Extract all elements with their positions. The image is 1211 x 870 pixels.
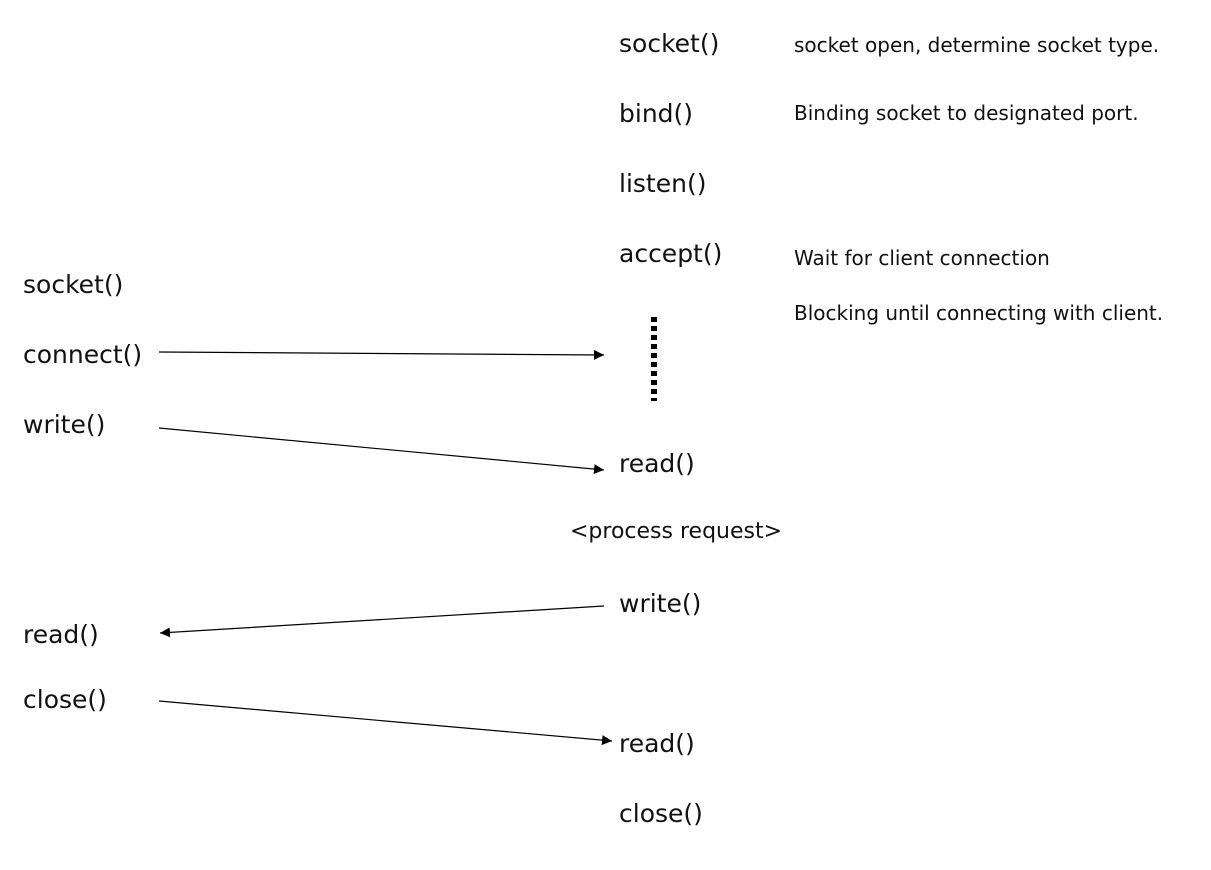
server-write-label: write() [619, 589, 702, 618]
note-bind: Binding socket to designated port. [794, 101, 1139, 125]
connect-arrow [159, 352, 604, 355]
server-bind-label: bind() [619, 99, 694, 128]
client-connect-label: connect() [23, 340, 143, 369]
server-close-label: close() [619, 799, 703, 828]
server-listen-label: listen() [619, 169, 707, 198]
note-socket: socket open, determine socket type. [794, 33, 1160, 57]
close-arrow [159, 701, 612, 741]
server-accept-label: accept() [619, 239, 723, 268]
client-write-label: write() [23, 410, 106, 439]
note-blocking: Blocking until connecting with client. [794, 301, 1164, 325]
write-request-arrow [159, 428, 604, 470]
server-read-label: read() [619, 449, 695, 478]
client-close-label: close() [23, 685, 107, 714]
server-socket-label: socket() [619, 29, 720, 58]
process-request-label: <process request> [570, 519, 783, 544]
client-socket-label: socket() [23, 270, 124, 299]
write-response-arrow [160, 606, 604, 633]
server-read-final-label: read() [619, 729, 695, 758]
note-accept: Wait for client connection [794, 246, 1050, 270]
client-read-label: read() [23, 620, 99, 649]
